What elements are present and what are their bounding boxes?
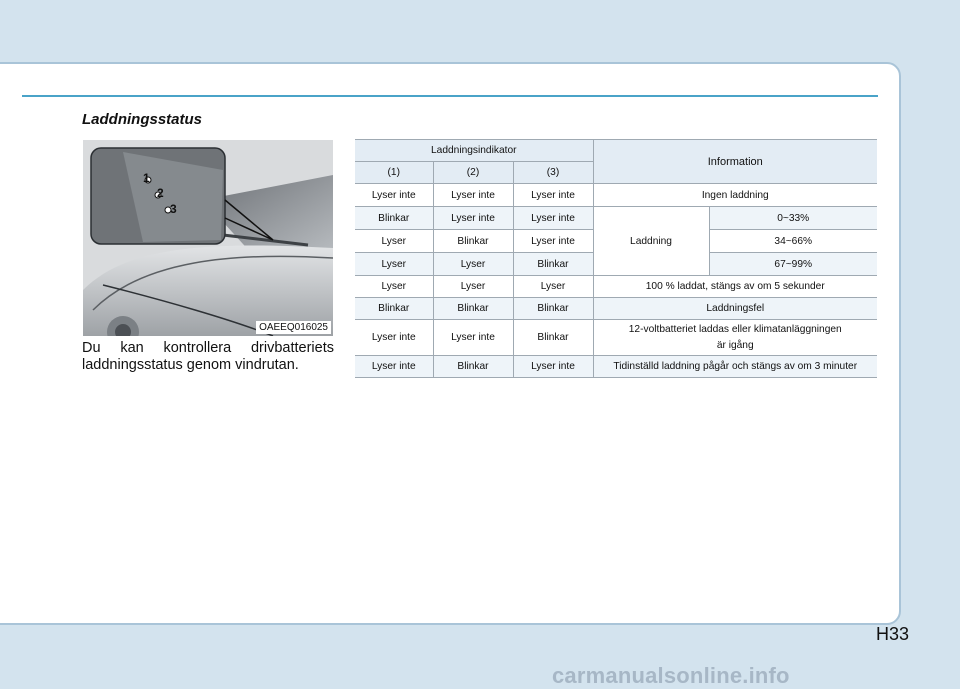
- cell-indicator-3: Blinkar: [513, 298, 593, 320]
- cell-indicator-1: Lyser inte: [355, 356, 433, 378]
- callout-1: 1: [143, 171, 150, 185]
- section-title: Laddningsstatus: [82, 111, 203, 128]
- table-row: [355, 184, 877, 207]
- cell-information: Ingen laddning: [593, 184, 877, 207]
- cell-information: Tidinställd laddning pågår och stängs av om 3 minuter: [593, 356, 877, 378]
- car-windshield-illustration: [83, 140, 333, 336]
- cell-indicator-1: Lyser inte: [355, 184, 433, 207]
- cell-information-charging: Laddning: [593, 207, 709, 276]
- cell-indicator-2: Blinkar: [433, 356, 513, 378]
- header-indicator-group: Laddningsindikator: [355, 140, 593, 162]
- cell-indicator-1: Blinkar: [355, 298, 433, 320]
- info-line-2: är igång: [716, 339, 754, 351]
- cell-indicator-3: Lyser inte: [513, 356, 593, 378]
- cell-indicator-1: Lyser inte: [355, 320, 433, 356]
- page-number: H33: [876, 624, 910, 644]
- table-row: [355, 298, 877, 320]
- header-indicator-3: (3): [513, 162, 593, 184]
- watermark: carmanualsonline.info: [552, 663, 790, 688]
- cell-indicator-2: Lyser inte: [433, 184, 513, 207]
- charging-status-table: [355, 139, 877, 378]
- cell-information: 100 % laddat, stängs av om 5 sekunder: [593, 276, 877, 298]
- figure-caption: [82, 340, 334, 374]
- cell-indicator-3: Blinkar: [513, 253, 593, 276]
- table-row: [355, 276, 877, 298]
- cell-information: [593, 320, 877, 356]
- header-indicator-2: (2): [433, 162, 513, 184]
- cell-indicator-2: Lyser inte: [433, 320, 513, 356]
- cell-indicator-2: Blinkar: [433, 230, 513, 253]
- cell-indicator-3: Lyser: [513, 276, 593, 298]
- cell-indicator-1: Lyser: [355, 253, 433, 276]
- caption-line-1: Du kan kontrollera drivbatteriets: [82, 340, 334, 356]
- table-row: [355, 207, 877, 230]
- cell-charge-percent: 34~66%: [709, 230, 877, 253]
- section-divider: [22, 95, 878, 97]
- cell-indicator-2: Lyser inte: [433, 207, 513, 230]
- cell-indicator-1: Lyser: [355, 230, 433, 253]
- figure-code: OAEEQ016025: [256, 321, 331, 334]
- callout-2: 2: [157, 186, 164, 200]
- cell-charge-percent: 0~33%: [709, 207, 877, 230]
- cell-indicator-2: Blinkar: [433, 298, 513, 320]
- cell-indicator-3: Blinkar: [513, 320, 593, 356]
- callout-3: 3: [170, 202, 177, 216]
- car-hood-drawing: [83, 140, 333, 336]
- cell-indicator-3: Lyser inte: [513, 184, 593, 207]
- cell-indicator-3: Lyser inte: [513, 207, 593, 230]
- table-row: [355, 356, 877, 378]
- cell-indicator-2: Lyser: [433, 276, 513, 298]
- cell-charge-percent: 67~99%: [709, 253, 877, 276]
- caption-line-2: laddningsstatus genom vindrutan.: [82, 357, 299, 373]
- cell-indicator-1: Blinkar: [355, 207, 433, 230]
- cell-indicator-1: Lyser: [355, 276, 433, 298]
- info-line-1: 12-voltbatteriet laddas eller klimatanläggningen: [628, 323, 842, 335]
- cell-indicator-3: Lyser inte: [513, 230, 593, 253]
- header-information: Information: [593, 140, 877, 184]
- cell-indicator-2: Lyser: [433, 253, 513, 276]
- table-row: [355, 320, 877, 356]
- cell-information: Laddningsfel: [593, 298, 877, 320]
- header-indicator-1: (1): [355, 162, 433, 184]
